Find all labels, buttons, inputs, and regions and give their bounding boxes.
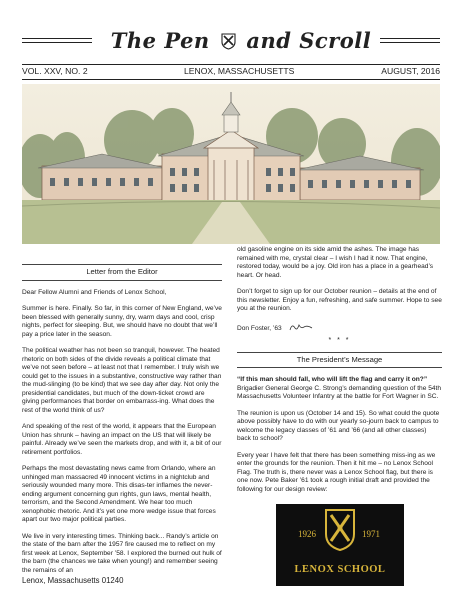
crest-icon <box>221 33 236 50</box>
issue-info-bar <box>22 66 440 78</box>
editor-paragraph: We live in very interesting times. Thinking back... Randy’s article on the state of the barn after the 1957 fire caused me to reflect on my first week at Lenox, September ’58. I explored the burned out hulk of the barn (the chances we take when young!) and remember seeing the remains of an <box>22 532 222 574</box>
issue-date: AUGUST, 2016 <box>381 66 440 76</box>
president-paragraph: The reunion is upon us (October 14 and 15). So what could the quote above possibly have to do with our yearly so-journ back to campus to welcome the legacy classes of ’61 and ’66 (and all other classes) back to school? <box>237 409 440 442</box>
editor-paragraph: Dear Fellow Alumni and Friends of Lenox School, <box>22 288 167 296</box>
masthead-title <box>96 28 386 53</box>
info-rule-bottom <box>22 79 440 80</box>
masthead-rule-right-2 <box>380 42 440 43</box>
masthead-title-right: and Scroll <box>246 28 372 53</box>
editor-signoff: Don Foster, ’63 <box>237 324 282 332</box>
editor-continued-paragraph: old gasoline engine on its side amid the ashes. The image has remained with me, crystal clear – I wish I had it now. That engine, restored today, would be a joy. Old iron has a place in a gearhead’s heart. Or head. <box>237 246 434 279</box>
flag-year-right: 1971 <box>362 529 380 539</box>
president-message-heading: The President’s Message <box>237 352 442 369</box>
issue-volume: VOL. XXV, NO. 2 <box>22 66 88 76</box>
editor-paragraph: Summer is here. Finally. So far, in this corner of New England, we’ve been blessed with generally sunny, dry, warm days and cool, crisp nights, perfect for sleeping. But, we should have no doubt that we’ll pay a price later in the season. <box>22 305 222 338</box>
editor-paragraph: Perhaps the most devastating news came from Orlando, where an unhinged man massacred 49 innocent victims in a nightclub and seriously wounded many more. This disas-ter inflames the never-ending argument concerning gun rights, gun laws, mental health, terrorism, and the Second Amendment. We hear too much xenophobic rhetoric. And it’s yet one more wedge issue that forces apart our two major political parties. <box>22 465 216 523</box>
footer-address: Lenox, Massachusetts 01240 <box>22 576 124 585</box>
editor-signoff-line <box>237 322 442 334</box>
signature-icon <box>288 322 314 332</box>
editor-paragraph: And speaking of the rest of the world, it appears that the European Union has shrunk – having an impact on the US that will likely be painful. Already we’ve seen the markets drop, and with it, a bit of our retirement portfolios. <box>22 423 222 456</box>
right-column <box>237 246 442 502</box>
editor-continued-paragraph: Don’t forget to sign up for our October reunion – details at the end of this newsletter. Enjoy a fun, refreshing, and safe summer. Hope to see you at the reunion. <box>237 288 442 312</box>
flag-school-name: LENOX SCHOOL <box>294 564 386 575</box>
masthead-title-left: The Pen <box>110 28 210 53</box>
masthead <box>22 28 440 58</box>
flag-shield-icon <box>326 510 354 550</box>
campus-illustration <box>22 84 440 244</box>
editor-letter-column <box>22 246 222 583</box>
issue-location: LENOX, MASSACHUSETTS <box>184 66 295 76</box>
masthead-rule-left-2 <box>22 42 92 43</box>
president-quote-attribution: Brigadier General George C. Strong’s demanding question of the 54th Massachusetts Volunteer Infantry at the battle for Fort Wagner in SC. <box>237 384 442 400</box>
masthead-rule-left <box>22 38 92 39</box>
editor-paragraph: The political weather has not been so tranquil, however. The heated rhetoric on both sides of the divide reveals a political climate that we’ve not seen before – at least not that I remember. I truly wish we could get to the issues in a substantive, constructive way rather than the mud-slinging (to be kind) that we see day after day. Not only the presidential candidates, but much of the down-ticket crowd are giving performances that border on embarrass-ing. What does the rest of the world think of us? <box>22 347 222 414</box>
masthead-rule-right <box>380 38 440 39</box>
info-rule-top <box>22 64 440 65</box>
lenox-school-flag <box>276 504 404 586</box>
president-quote: “If this man should fall, who will lift the flag and carry it on?” <box>237 376 428 383</box>
section-divider-stars: * * * <box>328 337 351 344</box>
flag-year-left: 1926 <box>298 529 316 539</box>
president-paragraph: Every year I have felt that there has been something miss-ing as we enter the grounds for the reunion. Then it hit me – no Lenox School Flag. The truth is, there never was a Lenox School flag, but there is one now. Pete Baker ’61 took a rough initial draft and provided the following for our design review: <box>237 451 436 493</box>
president-quote-paragraph <box>237 376 442 402</box>
editor-letter-heading: Letter from the Editor <box>22 264 222 281</box>
